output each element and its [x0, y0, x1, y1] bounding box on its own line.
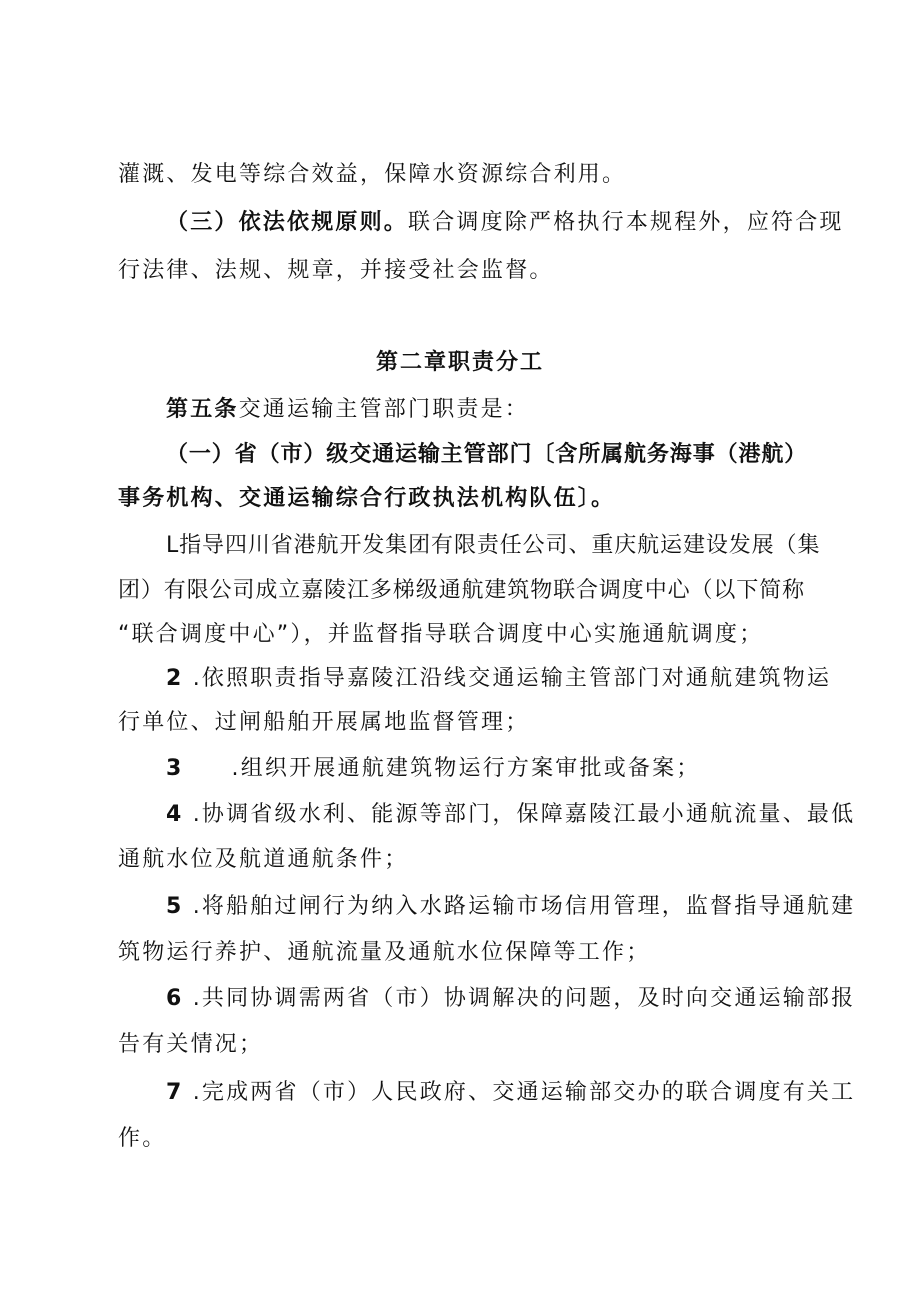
item-3-line1 [166, 754, 701, 784]
item-3-number: 3 [166, 756, 184, 781]
section-1-text-line2: 事务机构、交通运输综合行政执法机构队伍〕。 [118, 486, 616, 511]
principle-3-continuation [118, 256, 554, 286]
item-2-line1 [166, 664, 831, 694]
item-1-text-line3: “联合调度中心”），并监督指导联合调度中心实施通航调度； [118, 622, 764, 647]
item-6-line1 [166, 984, 855, 1014]
item-1-line1 [166, 531, 820, 561]
item-7-line1 [166, 1078, 855, 1108]
item-5-number: 5 [166, 894, 184, 919]
item-2-number: 2 [166, 666, 184, 691]
item-6-number: 6 [166, 986, 184, 1011]
item-5-line2 [118, 938, 650, 968]
article-5-label: 第五条 [166, 397, 239, 422]
section-1-text-line1: （一）省（市）级交通运输主管部门〔含所属航务海事（港航） [166, 442, 808, 467]
section-1-heading-line1 [166, 440, 807, 470]
item-2-line2 [118, 708, 529, 738]
principle-3-heading: （三）依法依规原则。 [166, 210, 409, 235]
item-3-text-line1: .组织开展通航建筑物运行方案审批或备案； [231, 756, 701, 781]
item-6-text-line1: .共同协调需两省（市）协调解决的问题，及时向交通运输部报 [192, 986, 856, 1011]
item-2-text-line2: 行单位、过闸船舶开展属地监督管理； [118, 710, 530, 735]
item-4-line2 [118, 845, 408, 875]
item-5-line1 [166, 892, 855, 922]
principle-3-line2: 行法律、法规、规章，并接受社会监督。 [118, 258, 554, 283]
item-5-text-line2: 筑物运行养护、通航流量及通航水位保障等工作； [118, 940, 651, 965]
item-4-text-line1: .协调省级水利、能源等部门，保障嘉陵江最小通航流量、最低 [192, 802, 856, 827]
item-7-text-line2: 作。 [118, 1126, 167, 1151]
item-2-text-line1: .依照职责指导嘉陵江沿线交通运输主管部门对通航建筑物运 [192, 666, 832, 691]
chapter-title-text: 第二章职责分工 [375, 350, 544, 375]
item-1-line2 [118, 576, 805, 606]
section-1-heading-line2 [118, 484, 615, 514]
item-1-text-line1: L指导四川省港航开发集团有限责任公司、重庆航运建设发展（集 [166, 533, 821, 558]
item-7-number: 7 [166, 1080, 184, 1105]
item-7-line2 [118, 1124, 166, 1154]
article-5-heading [166, 395, 529, 425]
item-5-text-line1: .将船舶过闸行为纳入水路运输市场信用管理，监督指导通航建 [192, 894, 856, 919]
intro-paragraph-line [118, 160, 626, 190]
principle-3-paragraph [166, 208, 844, 238]
item-7-text-line1: .完成两省（市）人民政府、交通运输部交办的联合调度有关工 [192, 1080, 856, 1105]
item-6-text-line2: 告有关情况； [118, 1032, 264, 1057]
principle-3-text: 联合调度除严格执行本规程外，应符合现 [408, 210, 844, 235]
item-4-number: 4 [166, 802, 184, 827]
item-6-line2 [118, 1030, 263, 1060]
item-4-line1 [166, 800, 855, 830]
intro-text: 灌溉、发电等综合效益，保障水资源综合利用。 [118, 162, 627, 187]
chapter-title [0, 348, 920, 378]
item-4-text-line2: 通航水位及航道通航条件； [118, 847, 409, 872]
item-1-text-line2: 团）有限公司成立嘉陵江多梯级通航建筑物联合调度中心（以下简称 [118, 578, 806, 603]
article-5-text: 交通运输主管部门职责是： [238, 397, 530, 422]
item-1-line3 [118, 620, 763, 650]
